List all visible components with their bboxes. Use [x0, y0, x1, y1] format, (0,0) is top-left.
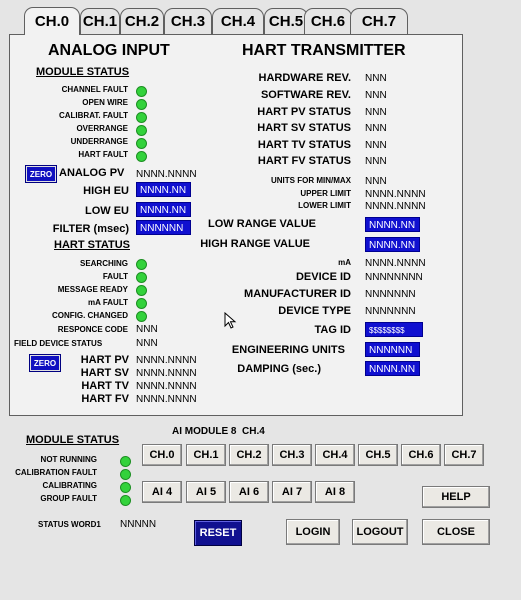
- analog-pv-value: NNNN.NNNN: [136, 169, 197, 180]
- hart-tv-status-value: NNN: [365, 140, 387, 151]
- analog-input-title: ANALOG INPUT: [48, 42, 170, 59]
- calibration-fault-led: [120, 469, 131, 480]
- high-range-label: HIGH RANGE VALUE: [200, 238, 310, 250]
- help-button[interactable]: HELP: [422, 486, 490, 508]
- ai6-button[interactable]: AI 6: [229, 481, 269, 503]
- ai5-button[interactable]: AI 5: [186, 481, 226, 503]
- status-calibrat-fault-label: CALIBRAT. FAULT: [58, 111, 128, 120]
- ai4-button[interactable]: AI 4: [142, 481, 182, 503]
- ch0-button[interactable]: CH.0: [142, 444, 182, 466]
- status-overrange-label: OVERRANGE: [76, 124, 128, 133]
- field-device-status-value: NNN: [136, 338, 158, 349]
- units-min-max-label: UNITS FOR MIN/MAX: [271, 176, 351, 185]
- config-changed-led: [136, 311, 147, 322]
- hart-config-changed-label: CONFIG. CHANGED: [52, 311, 128, 320]
- engineering-units-input[interactable]: NNNNNN: [365, 342, 420, 357]
- status-open-wire-label: OPEN WIRE: [82, 98, 128, 107]
- not-running-led: [120, 456, 131, 467]
- tab-ch1[interactable]: CH.1: [80, 8, 120, 34]
- ma-value: NNNN.NNNN: [365, 258, 426, 269]
- hart-message-ready-label: MESSAGE READY: [57, 285, 128, 294]
- upper-limit-value: NNNN.NNNN: [365, 189, 426, 200]
- device-id-value: NNNNNNNN: [365, 272, 423, 283]
- high-eu-label: HIGH EU: [83, 185, 129, 197]
- tag-id-input[interactable]: $$$$$$$$: [365, 322, 423, 337]
- manufacturer-id-label: MANUFACTURER ID: [244, 288, 351, 300]
- ma-label: mA: [338, 258, 351, 267]
- not-running-label: NOT RUNNING: [40, 455, 97, 464]
- field-device-status-label: FIELD DEVICE STATUS: [14, 339, 103, 348]
- low-range-label: LOW RANGE VALUE: [208, 218, 316, 230]
- low-range-input[interactable]: NNNN.NN: [365, 217, 420, 232]
- hart-fv-value: NNNN.NNNN: [136, 394, 197, 405]
- ai8-button[interactable]: AI 8: [315, 481, 355, 503]
- device-type-label: DEVICE TYPE: [278, 305, 351, 317]
- tab-ch4[interactable]: CH.4: [212, 8, 264, 34]
- hart-sv-label: HART SV: [80, 367, 129, 379]
- underrange-led: [136, 138, 147, 149]
- status-word-label: STATUS WORD1: [38, 520, 101, 529]
- group-fault-label: GROUP FAULT: [40, 494, 97, 503]
- mouse-cursor-icon: [224, 312, 238, 330]
- tag-id-label: TAG ID: [314, 324, 351, 336]
- module-caption: AI MODULE 8 CH.4: [172, 426, 265, 437]
- high-range-input[interactable]: NNNN.NN: [365, 237, 420, 252]
- hart-searching-label: SEARCHING: [79, 259, 128, 268]
- upper-limit-label: UPPER LIMIT: [300, 189, 351, 198]
- hardware-rev-label: HARDWARE REV.: [258, 72, 351, 84]
- filter-input[interactable]: NNNNNN: [136, 220, 191, 235]
- high-eu-input[interactable]: NNNN.NN: [136, 182, 191, 197]
- calibrat-fault-led: [136, 112, 147, 123]
- tab-ch5[interactable]: CH.5: [264, 8, 308, 34]
- hart-pv-status-label: HART PV STATUS: [257, 106, 351, 118]
- calibrating-led: [120, 482, 131, 493]
- units-min-max-value: NNN: [365, 176, 387, 187]
- hart-sv-status-label: HART SV STATUS: [257, 122, 351, 134]
- status-channel-fault-label: CHANNEL FAULT: [61, 85, 128, 94]
- low-eu-input[interactable]: NNNN.NN: [136, 202, 191, 217]
- open-wire-led: [136, 99, 147, 110]
- close-button[interactable]: CLOSE: [422, 519, 490, 545]
- hart-pv-status-value: NNN: [365, 107, 387, 118]
- overrange-led: [136, 125, 147, 136]
- hart-fault-led: [136, 151, 147, 162]
- low-eu-label: LOW EU: [85, 205, 129, 217]
- ch4-button[interactable]: CH.4: [315, 444, 355, 466]
- hart-fault-label: FAULT: [102, 272, 128, 281]
- module-status-title: MODULE STATUS: [36, 66, 130, 78]
- engineering-units-label: ENGINEERING UNITS: [231, 344, 345, 356]
- response-code-value: NNN: [136, 324, 158, 335]
- reset-button[interactable]: RESET: [194, 520, 242, 546]
- manufacturer-id-value: NNNNNNN: [365, 289, 416, 300]
- hart-sv-value: NNNN.NNNN: [136, 368, 197, 379]
- hart-pv-label: HART PV: [80, 354, 129, 366]
- hart-tv-status-label: HART TV STATUS: [257, 139, 351, 151]
- ch3-button[interactable]: CH.3: [272, 444, 312, 466]
- damping-input[interactable]: NNNN.NN: [365, 361, 420, 376]
- hart-sv-status-value: NNN: [365, 123, 387, 134]
- hardware-rev-value: NNN: [365, 73, 387, 84]
- ch2-button[interactable]: CH.2: [229, 444, 269, 466]
- hart-fv-status-label: HART FV STATUS: [257, 155, 351, 167]
- hart-ma-fault-label: mA FAULT: [88, 298, 128, 307]
- tab-ch2[interactable]: CH.2: [120, 8, 164, 34]
- device-type-value: NNNNNNN: [365, 306, 416, 317]
- calibrating-label: CALIBRATING: [42, 481, 97, 490]
- software-rev-value: NNN: [365, 90, 387, 101]
- hart-tv-value: NNNN.NNNN: [136, 381, 197, 392]
- damping-label: DAMPING (sec.): [237, 363, 321, 375]
- ch1-button[interactable]: CH.1: [186, 444, 226, 466]
- hart-status-title: HART STATUS: [54, 239, 130, 251]
- tab-ch3[interactable]: CH.3: [164, 8, 212, 34]
- status-underrange-label: UNDERRANGE: [70, 137, 128, 146]
- analog-pv-label: ANALOG PV: [59, 167, 125, 179]
- login-button[interactable]: LOGIN: [286, 519, 340, 545]
- group-fault-led: [120, 495, 131, 506]
- channel-fault-led: [136, 86, 147, 97]
- message-ready-led: [136, 285, 147, 296]
- logout-button[interactable]: LOGOUT: [352, 519, 408, 545]
- status-hart-fault-label: HART FAULT: [78, 150, 128, 159]
- status-word-value: NNNNN: [120, 519, 157, 530]
- lower-limit-label: LOWER LIMIT: [298, 201, 351, 210]
- tab-ch6[interactable]: CH.6: [304, 8, 352, 34]
- zero-analog-button[interactable]: ZERO: [26, 166, 56, 182]
- zero-hart-button[interactable]: ZERO: [30, 355, 60, 371]
- hart-fv-label: HART FV: [81, 393, 129, 405]
- device-id-label: DEVICE ID: [295, 271, 351, 283]
- ch7-button[interactable]: CH.7: [444, 444, 484, 466]
- ch6-button[interactable]: CH.6: [401, 444, 441, 466]
- ma-fault-led: [136, 298, 147, 309]
- response-code-label: RESPONCE CODE: [57, 325, 128, 334]
- hart-fv-status-value: NNN: [365, 156, 387, 167]
- software-rev-label: SOFTWARE REV.: [260, 89, 351, 101]
- hart-tv-label: HART TV: [81, 380, 129, 392]
- tab-ch7[interactable]: CH.7: [350, 8, 408, 34]
- filter-label: FILTER (msec): [52, 223, 129, 235]
- calibration-fault-label: CALIBRATION FAULT: [15, 468, 97, 477]
- fault-led: [136, 272, 147, 283]
- hart-pv-value: NNNN.NNNN: [136, 355, 197, 366]
- ai7-button[interactable]: AI 7: [272, 481, 312, 503]
- tab-ch0[interactable]: CH.0: [24, 7, 80, 35]
- ch5-button[interactable]: CH.5: [358, 444, 398, 466]
- lower-limit-value: NNNN.NNNN: [365, 201, 426, 212]
- searching-led: [136, 259, 147, 270]
- hart-transmitter-title: HART TRANSMITTER: [242, 42, 406, 59]
- bottom-module-status-title: MODULE STATUS: [26, 434, 120, 446]
